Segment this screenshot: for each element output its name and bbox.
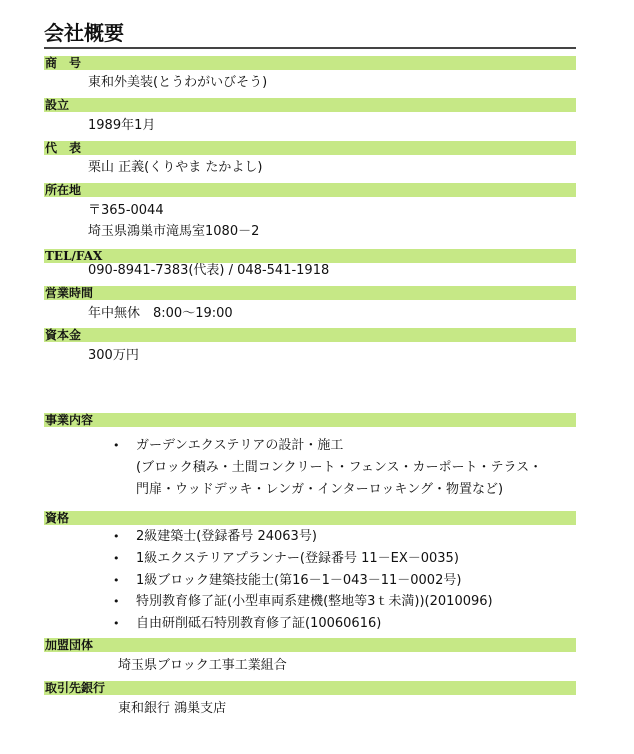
section-header-address: 所在地 — [44, 183, 576, 197]
section-header-hours: 営業時間 — [44, 286, 576, 300]
section-header-business: 事業内容 — [44, 413, 576, 427]
capital-value: 300万円 — [88, 348, 139, 363]
section-header-representative: 代 表 — [44, 141, 576, 155]
company-name-value: 東和外美装(とうわがいびそう) — [88, 75, 268, 90]
section-header-telfax: TEL/FAX — [44, 249, 576, 263]
established-value: 1989年1月 — [88, 118, 156, 133]
qualification-item: 1級ブロック建築技能士(第16－1－043－11－0002号) — [136, 573, 462, 588]
page-title: 会社概要 — [44, 20, 576, 49]
qualification-bullet: • — [113, 552, 120, 565]
address-line: 埼玉県鴻巣市滝馬室1080－2 — [88, 224, 260, 239]
section-header-association: 加盟団体 — [44, 638, 576, 652]
qualification-item: 自由研削砥石特別教育修了証(10060616) — [136, 616, 382, 631]
qualification-bullet: • — [113, 617, 120, 630]
business-bullet: • — [113, 439, 120, 452]
section-header-established: 設立 — [44, 98, 576, 112]
representative-value: 栗山 正義(くりやま たかよし) — [88, 160, 263, 175]
qualification-item: 特別教育修了証(小型車両系建機(整地等3ｔ未満))(2010096) — [136, 594, 493, 609]
business-line-1: ガーデンエクステリアの設計・施工 — [136, 438, 344, 453]
bank-value: 東和銀行 鴻巣支店 — [118, 701, 227, 716]
address-postal: 〒365-0044 — [88, 203, 164, 218]
section-header-qualifications: 資格 — [44, 511, 576, 525]
business-line-2: (ブロック積み・土間コンクリート・フェンス・カーポート・テラス・ — [136, 460, 543, 475]
hours-value: 年中無休 8:00～19:00 — [88, 306, 233, 321]
business-line-3: 門扉・ウッドデッキ・レンガ・インターロッキング・物置など) — [136, 482, 504, 497]
section-header-company-name: 商 号 — [44, 56, 576, 70]
section-header-capital: 資本金 — [44, 328, 576, 342]
qualification-item: 2級建築士(登録番号 24063号) — [136, 529, 317, 544]
qualification-item: 1級エクステリアプランナー(登録番号 11－EX－0035) — [136, 551, 459, 566]
section-header-bank: 取引先銀行 — [44, 681, 576, 695]
qualification-bullet: • — [113, 530, 120, 543]
telfax-value: 090-8941-7383(代表) / 048-541-1918 — [88, 263, 330, 278]
qualification-bullet: • — [113, 595, 120, 608]
association-value: 埼玉県ブロック工事工業組合 — [118, 658, 287, 673]
qualification-bullet: • — [113, 574, 120, 587]
